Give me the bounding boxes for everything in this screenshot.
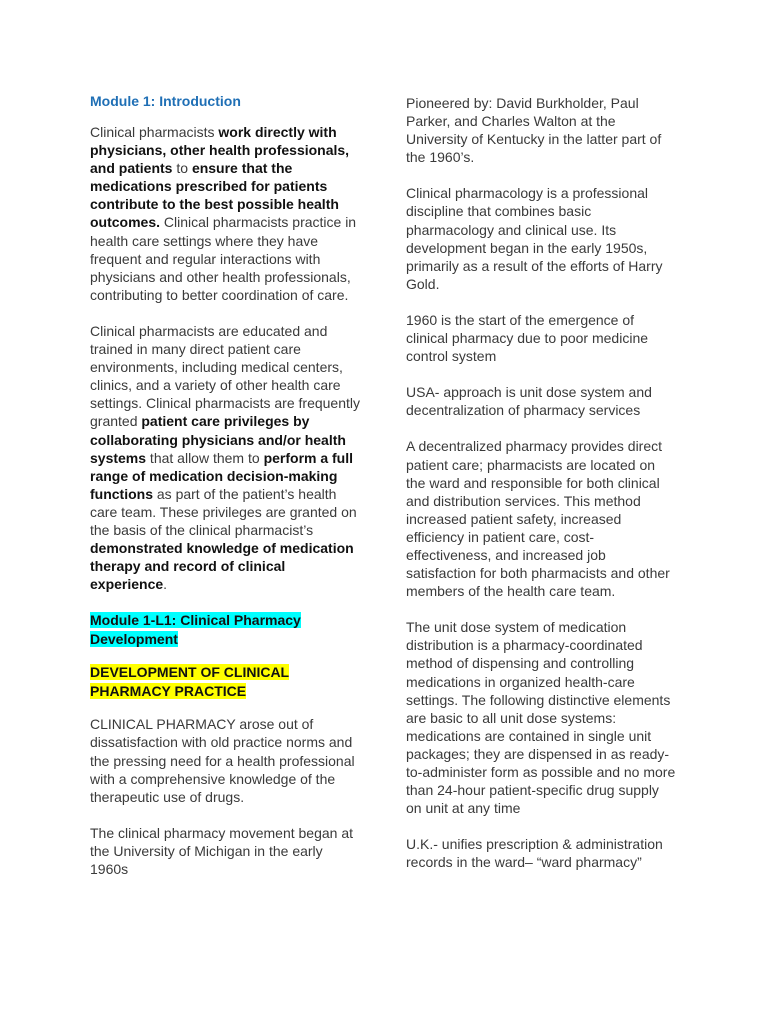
text-run: as part of the patient’s health care team. These privileges are granted on the basis of the clinical pharmacist’s <box>90 485 357 538</box>
bold-text-run: demonstrated knowledge of medication therapy and record of clinical experience <box>90 540 354 593</box>
clinical-pharmacology-paragraph: Clinical pharmacology is a professional discipline that combines basic pharmacology and clinical use. Its development began in the early 1950s, primarily as a result of the efforts of Harry Gold. <box>406 185 663 292</box>
left-column <box>90 92 362 896</box>
module-1-l1-heading <box>90 611 362 649</box>
text-run: that allow them to <box>146 449 264 466</box>
bold-text-run: work directly with physicians, other health professionals, and patients <box>90 124 350 177</box>
module-1-heading: Module 1: Introduction <box>90 93 241 109</box>
text-run: to <box>172 160 192 177</box>
text-run: Clinical pharmacists practice in health care settings where they have frequent and regular interactions with physicians and other health professionals, contributing to better coordination of care. <box>90 214 357 303</box>
unit-dose-paragraph: The unit dose system of medication distribution is a pharmacy-coordinated method of dispensing and controlling medications in organized health-care settings. The following distinctive elements are basic to all unit dose systems: medications are contained in single unit packages; they are dispensed in as ready-to-administer form as possible and no more than 24-hour patient-specific drug supply on unit at any time <box>406 619 676 817</box>
development-heading <box>90 663 362 701</box>
intro-paragraph <box>90 123 362 304</box>
development-heading-text: DEVELOPMENT OF CLINICAL PHARMACY PRACTICE <box>90 664 290 700</box>
bold-text-run: perform a full range of medication decision-making functions <box>90 449 354 502</box>
decentralized-pharmacy-paragraph: A decentralized pharmacy provides direct patient care; pharmacists are located on the ward and responsible for both clinical and distribution services. This method increased patient safety, increased efficiency in patient care, cost-effectiveness, and increased job satisfaction for both pharmacists and other members of the health care team. <box>406 438 670 600</box>
text-run: . <box>163 576 168 593</box>
emergence-paragraph: 1960 is the start of the emergence of clinical pharmacy due to poor medicine control system <box>406 311 649 365</box>
text-run: Clinical pharmacists <box>90 124 219 140</box>
clinical-pharmacy-origin-paragraph: CLINICAL PHARMACY arose out of dissatisfaction with old practice norms and the pressing need for a health professional with a comprehensive knowledge of the therapeutic use of drugs. <box>90 716 355 805</box>
usa-approach-paragraph: USA- approach is unit dose system and decentralization of pharmacy services <box>406 384 652 419</box>
uk-ward-pharmacy-paragraph: U.K.- unifies prescription & administration records in the ward– “ward pharmacy” <box>406 836 663 871</box>
education-paragraph <box>90 322 362 593</box>
bold-text-run: ensure that the medications prescribed for patients contribute to the best possible health outcomes. <box>90 160 339 231</box>
text-run: Clinical pharmacists are educated and trained in many direct patient care environments, including medical centers, clinics, and a variety of other health care settings. Clinical pharmacists are frequently granted <box>90 322 361 430</box>
module-1-l1-text: Module 1-L1: Clinical Pharmacy Development <box>90 612 301 648</box>
bold-text-run: patient care privileges by collaborating physicians and/or health systems <box>90 413 346 466</box>
pioneers-paragraph: Pioneered by: David Burkholder, Paul Parker, and Charles Walton at the University of Kentucky in the latter part of the 1960’s. <box>406 95 662 166</box>
right-column <box>406 94 678 889</box>
michigan-paragraph: The clinical pharmacy movement began at the University of Michigan in the early 1960s <box>90 824 354 877</box>
